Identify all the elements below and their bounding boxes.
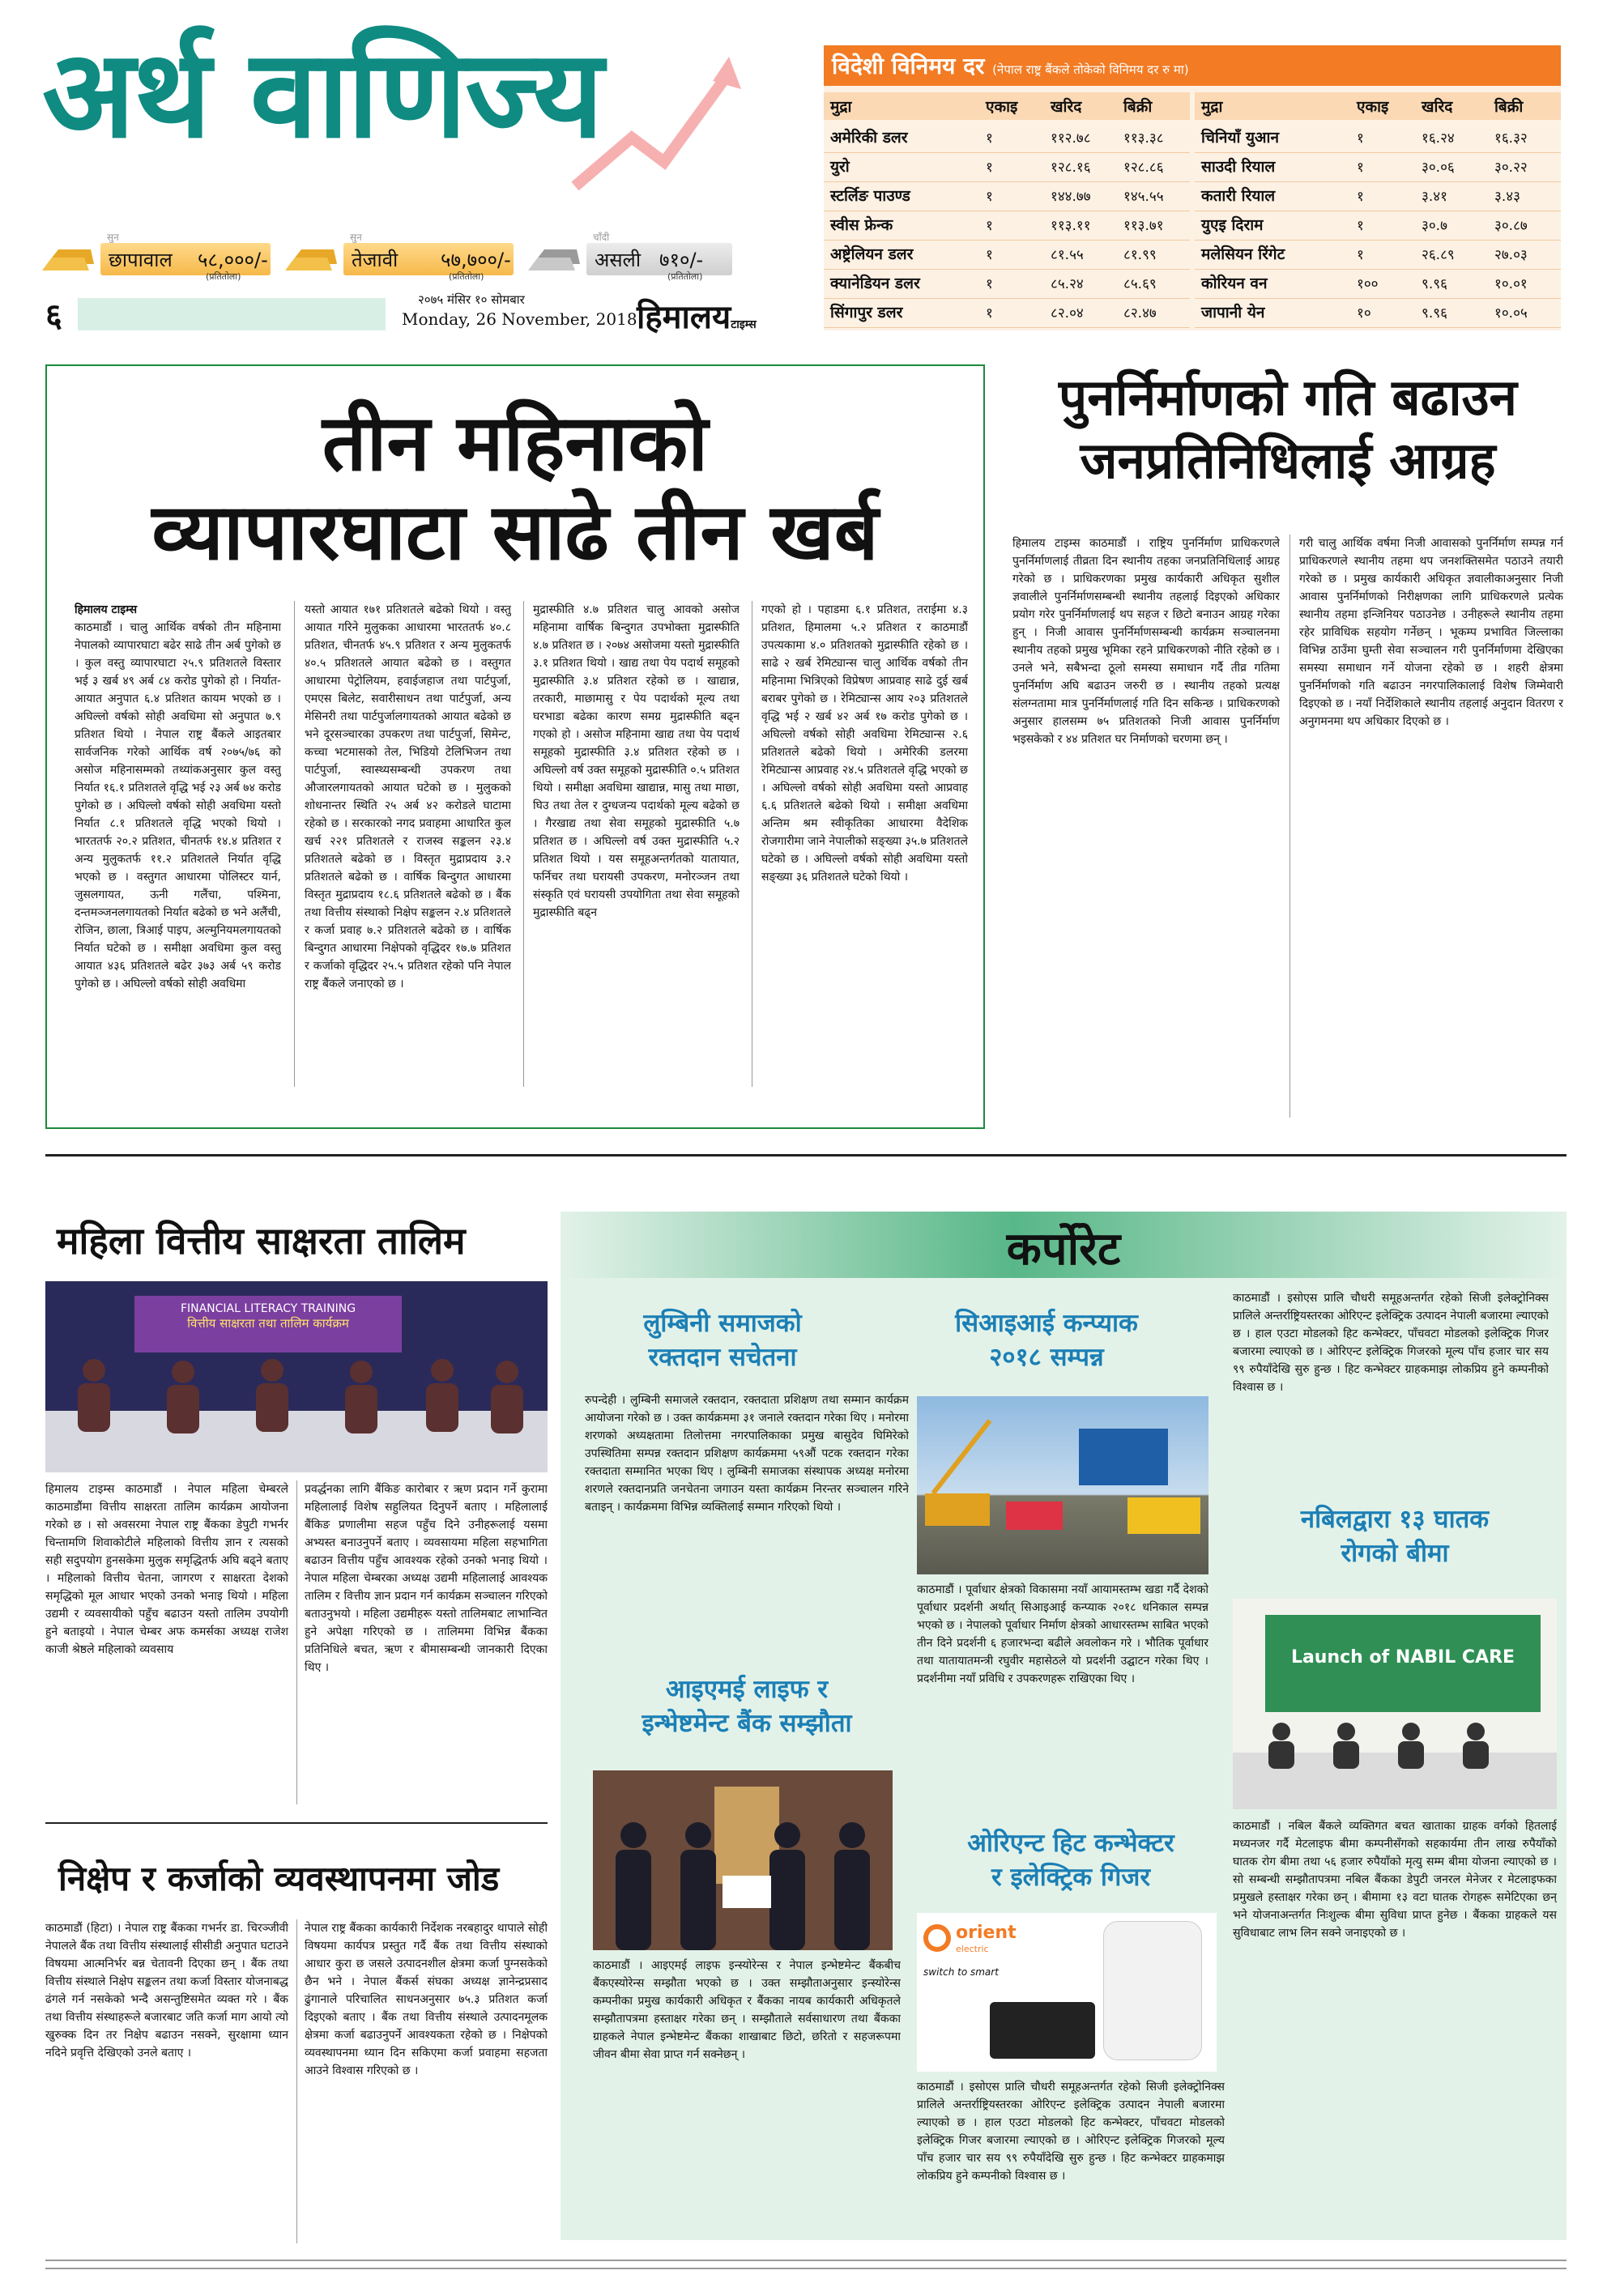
forex-row [824,211,1190,241]
cii-headline-line2: २०१८ सम्पन्न [989,1342,1104,1372]
banner-text-line1: FINANCIAL LITERACY TRAINING [180,1302,356,1315]
ime-signing-photo [593,1770,893,1950]
forex-row [1195,269,1561,299]
forex-row [824,240,1190,270]
dateline-band [45,292,758,336]
newspaper-name-suffix: टाइम्स [731,318,757,331]
currency-unit: १ [1357,218,1364,234]
forex-column-header [1195,92,1561,120]
currency-name: क्यानेडियन डलर [830,275,920,292]
currency-unit: १ [1357,160,1364,176]
price-label: सुन [107,232,119,243]
deposit-col-2: नेपाल राष्ट्र बैंकका कार्यकारी निर्देशक नरबहादुर थापाले सोही विषयमा कार्यपत्र प्रस्तुत गर्दै बैंक तथा वित्तीय संस्थाको आधार कुरा छ जसले उत्पादनशील क्षेत्रमा कर्जा पुग्नसकेको छैन भने । नेपाल बैंकर्स संघका अध्यक्ष ज्ञानेन्द्रप्रसाद ढुंगानाले परिचालित साधनअनुसार ७५.३ प्रतिशत कर्जा दिइएको बताए । बैंक तथा वित्तीय संस्थाले उत्पादनमूलक क्षेत्रमा कर्जा बढाउनुपर्ने आवश्यकता रहेको छ । निक्षेपको व्यवस्थापनमा ध्यान दिन सकिएमा कर्जा प्रवाहमा सहजता आउने विश्वास गरिएको छ । [305,1922,548,2077]
reconstruction-headline-line2: जनप्रतिनिधिलाई आग्रह [1080,430,1496,490]
price-label: सुन [350,232,362,243]
lead-byline: हिमालय टाइम्स [75,603,138,616]
column-rule [296,1919,297,2243]
currency-name: स्वीस फ्रेन्क [830,216,893,234]
lead-story [45,364,985,1129]
currency-name: मलेसियन रिंगेट [1201,245,1285,263]
women-training-col-1: हिमालय टाइम्स काठमाडौं । नेपाल महिला चेम्बरले काठमाडौंमा वित्तीय साक्षरता तालिम कार्यक्रम आयोजना गरेको छ । सो अवसरमा नेपाल राष्ट्र बैंकका डेपुटी गभर्नर चिन्तामणि शिवाकोटीले महिलाको वित्तीय ज्ञान र त्यसको सही सदुपयोग हुनसकेमा मुलुक समृद्धितर्फ अघि बढ्ने बताए । महिलाको वित्तीय चेतना, जागरण र साक्षरता देशको समृद्धिको मूल आधार भएको उनको भनाइ थियो । महिला उद्यमी र व्यवसायीको पहुँच बढाउन यस्तो तालिम उपयोगी हुने बताइयो । नेपाल चेम्बर अफ कमर्सका अध्यक्ष राजेश काजी श्रेष्ठले महिलाको व्यवसाय [45,1483,288,1656]
price-note: (प्रतितोला) [206,271,241,282]
column-rule [523,601,524,1087]
reconstruction-col-1: हिमालय टाइम्स काठमाडौं । राष्ट्रिय पुनर्निर्माण प्राधिकरणले पुनर्निर्माणलाई तीव्रता दिन स्थानीय तहका जनप्रतिनिधिलाई आग्रह गरेको छ । प्राधिकरणका प्रमुख कार्यकारी अधिकृत सुशील ज्ञवालीले पुनर्निर्माणसम्बन्धी स्थानीय तहलाई दिइएको अधिकार प्रयोग गरेर पुनर्निर्माणलाई थप सहज र छिटो बनाउन आग्रह गरेका हुन् । निजी आवास पुनर्निर्माणसम्बन्धी कार्यक्रम सञ्चालनमा स्थानीय तहको प्रमुख भूमिका रहने प्राधिकरणको नीति रहेको छ । उनले भने, सबैभन्दा ठूलो समस्या समाधान गर्दै तीव्र गतिमा पुनर्निर्माण अघि बढाउन जरुरी छ । स्थानीय तहको प्रत्यक्ष संलग्नतामा मात्र पुनर्निर्माणलाई गति दिन सकिन्छ । प्राधिकरणको अनुसार हालसम्म ७५ प्रतिशतको निजी आवास पुनर्निर्माण भइसकेको र ४४ प्रतिशत घर निर्माणको चरणमा छन् । [1012,537,1280,746]
orient-headline [917,1827,1225,1895]
lumbini-headline [601,1307,844,1375]
price-value: ७१०/- [659,249,704,271]
lumbini-headline-line2: रक्तदान सचेतना [648,1342,797,1372]
geyser-icon [1103,1921,1202,2060]
orient-headline-line1: ओरिएन्ट हिट कन्भेक्टर [967,1829,1174,1858]
buy-rate: ८१.५५ [1051,247,1084,263]
nabil-event-photo [1233,1599,1557,1809]
sell-rate: ३०.८७ [1494,218,1528,234]
buy-rate: ३०.७ [1422,218,1447,234]
forex-row [1195,152,1561,182]
price-box [343,243,514,282]
ime-headline-line1: आइएमई लाइफ र [665,1675,829,1704]
buy-rate: ८५.२४ [1051,276,1084,292]
ime-headline [593,1673,901,1741]
price-box [586,243,732,282]
orient-product-photo [917,1913,1217,2072]
sell-rate: ३०.२२ [1494,160,1528,176]
people-silhouettes-icon [1257,1720,1532,1769]
price-value: ५८,०००/- [198,249,268,271]
people-silhouettes-icon [593,1770,893,1950]
lumbini-headline-line1: लुम्बिनी समाजको [643,1309,802,1338]
price-label: चाँदी [593,232,610,243]
sell-rate: ८२.४७ [1123,305,1157,322]
orient-text: काठमाडौं । इसोएस प्रालि चौधरी समूहअन्तर्गत रहेको सिजी इलेक्ट्रोनिक्स प्रालिले अन्तर्राष्ट्रियस्तरका ओरिएन्ट इलेक्ट्रिक उत्पादन नेपाली बजारमा ल्याएको छ । हाल एउटा मोडलको हिट कन्भेक्टर, पाँचवटा मोडलको इलेक्ट्रिक गिजर बजारमा ल्याएको छ । ओरिएन्ट इलेक्ट्रिक गिजरको मूल्य पाँच हजार चार सय ९९ रुपैयाँदेखि सुरु हुन्छ । हिट कन्भेक्टर ग्राहकमाझ लोकप्रिय हुने कम्पनीको विश्वास छ । [917,2081,1225,2183]
forex-row [1195,123,1561,153]
currency-unit: १ [1357,247,1364,263]
women-training-headline: महिला वित्तीय साक्षरता तालिम [57,1219,466,1263]
buy-rate: ८२.०४ [1051,305,1084,322]
currency-name: स्टर्लिङ पाउण्ड [830,187,910,205]
cii-headline-line1: सिआइआई कन्प्याक [955,1309,1138,1338]
lead-headline-line1: तीन महिनाको [322,398,709,488]
buy-rate: ९.९६ [1422,276,1447,292]
forex-header-cell: एकाइ [1357,98,1389,116]
forex-header-cell: एकाइ [986,98,1018,116]
newspaper-name-main: हिमालय [637,299,731,336]
forex-row [824,269,1190,299]
sell-rate: ११३.३८ [1123,130,1164,147]
forex-column-header [824,92,1190,120]
buy-rate: १२८.१६ [1051,160,1091,176]
currency-unit: १ [986,160,993,176]
growth-arrow-icon [567,49,745,202]
forex-row [824,152,1190,182]
deposit-col-1: काठमाडौं (हिटा) । नेपाल राष्ट्र बैंकका गभर्नर डा. चिरञ्जीवी नेपालले बैंक तथा वित्तीय संस्थालाई सीसीडी अनुपात घटाउने विषयमा आत्मनिर्भर बन्न चेतावनी दिएका छन् । बैंक तथा वित्तीय संस्थाले निक्षेप सङ्कलन तथा कर्जा विस्तार योजनाबद्ध ढंगले गर्न नसकेको भन्दै असन्तुष्टिसमेत व्यक्त गरे । बैंक तथा वित्तीय संस्थाहरूले बजारबाट जति कर्जा माग आयो त्यो खुरुक्क दिन तर निक्षेप बढाउन नसक्ने, सुरक्षामा ध्यान नदिने प्रवृत्ति देखिएको उनले बताए । [45,1922,288,2060]
people-silhouettes-icon [62,1354,531,1435]
currency-name: युएइ दिराम [1201,216,1264,234]
forex-row [1195,181,1561,211]
buy-rate: ३०.०६ [1422,160,1455,176]
orient-headline-line2: र इलेक्ट्रिक गिजर [991,1862,1151,1892]
currency-unit: १०० [1357,276,1379,292]
reconstruction-col-2: गरी चालु आर्थिक वर्षमा निजी आवासको पुनर्निर्माण सम्पन्न गर्न प्राधिकरणले स्थानीय तहमा थप जनशक्तिसमेत पठाउने तयारी गरेको छ । प्रमुख कार्यकारी अधिकृत ज्ञवालीकाअनुसार निजी आवास पुनर्निर्माणको निरीक्षणका लागि प्राधिकरणले प्रत्येक स्थानीय तहमा इन्जिनियर पठाउनेछ । उनीहरूले स्थानीय तहमा रहेर प्राविधिक सहयोग गर्नेछन् । भूकम्प प्रभावित जिल्लाका विभिन्न ठाउँमा घुम्ती सेवा सञ्चालन गरी पुनर्निर्माणमा देखिएका समस्या समाधान गर्ने योजना रहेको छ । शहरी क्षेत्रमा पुनर्निर्माणको गति बढाउन नगरपालिकालाई विशेष जिम्मेवारी दिइएको छ । नयाँ निर्देशिकाले स्थानीय तहलाई अनुदान वितरण र अनुगमनमा थप अधिकार दिएको छ । [1299,537,1563,728]
currency-name: जापानी येन [1201,304,1265,322]
reconstruction-headline [1012,366,1563,492]
nabil-headline-line2: रोगको बीमा [1341,1538,1449,1568]
ime-headline-line2: इन्भेष्टमेन्ट बैंक सम्झौता [642,1708,852,1738]
currency-unit: १ [986,276,993,292]
buy-rate: २६.८९ [1422,247,1455,263]
reconstruction-headline-line1: पुनर्निर्माणको गति बढाउन [1059,368,1517,427]
sell-rate: २७.०३ [1494,247,1528,263]
forex-header-cell: मुद्रा [1201,98,1223,116]
price-name: छापावाल [109,249,173,271]
currency-unit: १० [1357,305,1371,322]
currency-name: सिंगापुर डलर [830,304,903,322]
section-divider [45,1822,548,1824]
forex-row [1195,240,1561,270]
buy-rate: १६.२४ [1422,130,1455,147]
currency-name: कतारी रियाल [1201,187,1276,205]
sell-rate: ११३.७१ [1123,218,1164,234]
gold-bar-icon [42,240,97,272]
currency-name: कोरियन वन [1201,275,1268,292]
lead-col-4: गएको हो । पहाडमा ६.१ प्रतिशत, तराईमा ४.३ प्रतिशत, हिमालमा ५.२ प्रतिशत र काठमाडौं उपत्यकामा ४.० प्रतिशतको मुद्रास्फीति रहेको छ । साढे २ खर्ब रेमिट्यान्स चालु आर्थिक वर्षको तीन महिनामा भित्रिएको विप्रेषण आप्रवाह साढे दुई खर्ब बराबर पुगेको छ । रेमिट्यान्स आय २०३ प्रतिशतले वृद्धि भई २ खर्ब ४२ अर्ब १७ करोड पुगेको छ । अघिल्लो वर्षको सोही अवधिमा रेमिट्यान्स २.६ प्रतिशतले बढेको थियो । अमेरिकी डलरमा रेमिट्यान्स आप्रवाह २४.५ प्रतिशतले वृद्धि भएको छ । अघिल्लो वर्षको सोही अवधिमा यस्तो आप्रवाह ६.६ प्रतिशतले बढेको थियो । समीक्षा अवधिमा अन्तिम श्रम स्वीकृतिका आधारमा वैदेशिक रोजगारीमा जाने नेपालीको सङ्ख्या ३५.७ प्रतिशतले घटेको छ । अघिल्लो वर्षको सोही अवधिमा यस्तो सङ्ख्या ३६ प्रतिशतले घटेको थियो । [761,603,968,884]
sell-rate: ८१.९९ [1123,247,1157,263]
orient-intro-text: काठमाडौं । इसोएस प्रालि चौधरी समूहअन्तर्गत रहेको सिजी इलेक्ट्रोनिक्स प्रालिले अन्तर्राष्ट्रियस्तरका ओरिएन्ट इलेक्ट्रिक उत्पादन नेपाली बजारमा ल्याएको छ । हाल एउटा मोडलको हिट कन्भेक्टर, पाँचवटा मोडलको इलेक्ट्रिक गिजर बजारमा ल्याएको छ । ओरिएन्ट इलेक्ट्रिक गिजरको मूल्य पाँच हजार चार सय ९९ रुपैयाँदेखि सुरु हुन्छ । हिट कन्भेक्टर ग्राहकमाझ लोकप्रिय हुने कम्पनीको विश्वास छ । [1233,1292,1549,1394]
cii-headline [925,1307,1168,1375]
nabil-text: काठमाडौं । नबिल बैंकले व्यक्तिगत बचत खाताका ग्राहक वर्गको हितलाई मध्यनजर गर्दै मेटलाइफ बीमा कम्पनीसँगको सहकार्यमा तीन लाख रुपैयाँको घातक रोग बीमा तथा ५६ हजार रुपैयाँको मृत्यु सम्म बीमा योजना ल्याएको छ । सो सम्बन्धी सम्झौतापत्रमा नबिल बैंकका डेपुटी जनरल मेनेजर र मेटलाइफका प्रमुखले हस्ताक्षर गरेका छन् । बीमामा १३ वटा घातक रोगहरू समेटिएका छन् भने योजनाअन्तर्गत निःशुल्क बीमा सुविधा प्राप्त हुनेछ । बैंकका ग्राहकले यस सुविधाबाट लाभ लिन सक्ने जनाइएको छ । [1233,1820,1557,1940]
banner-text-line2: वित्तीय साक्षरता तथा तालिम कार्यक्रम [187,1316,349,1331]
section-divider [45,1154,1567,1157]
orient-tagline: switch to smart [923,1966,999,1978]
nabil-headline [1257,1503,1532,1571]
lead-headline-line2: व्यापारघाटा साढे तीन खर्ब [151,487,879,578]
currency-unit: १ [986,305,993,322]
forex-row [1195,211,1561,241]
nabil-banner [1265,1615,1541,1712]
page-footer-rule [45,2260,1567,2269]
lead-col-2: यस्तो आयात १७१ प्रतिशतले बढेको थियो । वस्तु आयात गरिने मुलुकका आधारमा भारततर्फ ४०.८ प्रतिशत, चीनतर्फ ४५.९ प्रतिशत र अन्य मुलुकतर्फ ४०.५ प्रतिशतले आयात बढेको छ । वस्तुगत आधारमा पेट्रोलियम, हवाईजहाज तथा पार्टपुर्जा, एमएस बिलेट, सवारीसाधन तथा पार्टपुर्जा, अन्य मेसिनरी तथा पार्टपुर्जालगायतको आयात बढेको छ भने दूरसञ्चारका उपकरण तथा पार्टपुर्जा, सिमेन्ट, कच्चा भटमासको तेल, भिडियो टेलिभिजन तथा पार्टपुर्जा, स्वास्थ्यसम्बन्धी उपकरण तथा औजारलगायतको आयात घटेको छ । मुलुकको शोधनान्तर स्थिति २५ अर्ब ४२ करोडले घाटामा रहेको छ । सरकारको नगद प्रवाहमा आधारित कुल खर्च २२१ प्रतिशतले र राजस्व सङ्कलन २३.४ प्रतिशतले बढेको छ । विस्तृत मुद्राप्रदाय ३.२ प्रतिशतले बढेको छ । वार्षिक बिन्दुगत आधारमा विस्तृत मुद्राप्रदाय १८.६ प्रतिशतले बढेको छ । बैंक तथा वित्तीय संस्थाको निक्षेप सङ्कलन २.४ प्रतिशतले र कर्जा प्रवाह ७.२ प्रतिशतले बढेको छ । वार्षिक बिन्दुगत आधारमा निक्षेपको वृद्धिदर १७.७ प्रतिशत र कर्जाको वृद्धिदर २५.५ प्रतिशत रहेको पनि नेपाल राष्ट्र बैंकले जनाएको छ । [305,603,511,990]
price-note: (प्रतितोला) [667,271,703,282]
column-rule [1289,535,1290,1118]
currency-name: साउदी रियाल [1201,158,1276,176]
buy-rate: ९.९६ [1422,305,1447,322]
buy-rate: ११३.११ [1051,218,1091,234]
price-name: तेजावी [352,249,399,271]
corporate-section [561,1212,1567,2240]
orient-brand: orient [956,1923,1017,1943]
nabil-headline-line1: नबिलद्वारा १३ घातक [1300,1505,1490,1534]
date-nepali: २०७५ मंसिर १० सोमबार [418,292,525,307]
newspaper-name [637,293,757,338]
sell-rate: १४५.५५ [1123,189,1164,205]
currency-unit: १ [1357,189,1364,205]
currency-name: अमेरिकी डलर [830,129,908,147]
page-number: ६ [45,297,62,334]
photo-banner [134,1296,402,1352]
forex-header-cell: बिक्री [1494,98,1524,116]
forex-row [1195,298,1561,328]
date-english: Monday, 26 November, 2018 [402,309,637,329]
gold-bar-icon [285,240,340,272]
cii-text: काठमाडौं । पूर्वाधार क्षेत्रको विकासमा नयाँ आयामस्तम्भ खडा गर्दै देशको पूर्वाधार प्रदर्शनी अर्थात् सिआइआई कन्प्याक २०१८ धनिकाल सम्पन्न भएको छ । नेपालको पूर्वाधार निर्माण क्षेत्रको आधारस्तम्भ साबित भएको तीन दिने प्रदर्शनी ६ हजारभन्दा बढीले अवलोकन गरे । भौतिक पूर्वाधार तथा यातायातमन्त्री रघुवीर महासेठले यो प्रदर्शनी उद्घाटन गरेका थिए । प्रदर्शनीमा नयाँ प्रविधि र उपकरणहरू राखिएका थिए । [917,1583,1208,1685]
forex-row [824,123,1190,153]
forex-header [824,45,1561,86]
currency-unit: १ [986,189,993,205]
heater-icon [990,2002,1095,2059]
currency-unit: १ [986,247,993,263]
lead-col-1 [75,601,281,1087]
currency-name: चिनियाँ युआन [1201,129,1279,147]
silver-bar-icon [528,240,583,272]
lead-headline [47,398,983,577]
corporate-band [561,1212,1567,1278]
buy-rate: ३.४१ [1422,189,1447,205]
women-training-col-2: प्रवर्द्धनका लागि बैंकिङ कारोबार र ऋण प्रदान गर्ने कुरामा महिलालाई विशेष सहुलियत दिनुपर्ने बताए । महिलालाई बैंकिङ प्रणालीमा सहज पहुँच दिने उनीहरूलाई यसमा अभ्यस्त बनाउनुपर्ने बताए । व्यवसायमा महिला सहभागिता बढाउन वित्तीय पहुँच आवश्यक रहेको उनको भनाइ थियो । नेपाल महिला चेम्बरका अध्यक्ष उद्यमी महिलालाई आवश्यक तालिम र वित्तीय ज्ञान प्रदान गर्न कार्यक्रम सञ्चालन गरिएको बताउनुभयो । महिला उद्यमीहरू यस्तो तालिमबाट लाभान्वित हुने अपेक्षा गरिएको छ । तालिममा विभिन्न बैंकका प्रतिनिधिले बचत, ऋण र बीमासम्बन्धी जानकारी दिएका थिए । [305,1483,548,1674]
deposit-headline: निक्षेप र कर्जाको व्यवस्थापनमा जोड [58,1859,500,1898]
buy-rate: १४४.७७ [1051,189,1091,205]
sell-rate: १६.३२ [1494,130,1528,147]
dateline-bar [78,298,386,330]
forex-header-cell: मुद्रा [830,98,852,116]
forex-title-text: विदेशी विनिमय दर [832,53,985,79]
lead-col1-text: काठमाडौं । चालु आर्थिक वर्षको तीन महिनामा नेपालको व्यापारघाटा बढेर साढे तीन अर्ब पुगेको छ । कुल वस्तु व्यापारघाटा २५.९ प्रतिशतले विस्तार भई ३ खर्ब ४९ अर्ब ८४ करोड पुगेको हो । निर्यात-आयात अनुपात ६.४ प्रतिशत कायम भएको छ । अघिल्लो वर्षको सोही अवधिमा सो अनुपात ७.९ प्रतिशत थियो । नेपाल राष्ट्र बैंकले आइतबार सार्वजनिक गरेको आर्थिक वर्ष २०७५/७६ को असोज महिनासम्मको तथ्यांकअनुसार कुल वस्तु निर्यात १६.१ प्रतिशतले वृद्धि भई २३ अर्ब ७४ करोड पुगेको छ । अघिल्लो वर्षको सोही अवधिमा यस्तो निर्यात ८.१ प्रतिशतले वृद्धि भएको थियो । भारततर्फ २०.२ प्रतिशत, चीनतर्फ १४.४ प्रतिशत र अन्य मुलुकतर्फ ११.२ प्रतिशतले निर्यात वृद्धि भएको छ । वस्तुगत आधारमा पोलिस्टर यार्न, जुसलगायत, ऊनी गलैंचा, पश्मिना, दन्तमञ्जनलगायतको निर्यात बढेको छ भने अलैंची, रोजिन, छाला, त्रिआई पाइप, अल्मुनियमलगायतको निर्यात घटेको छ । समीक्षा अवधिमा कुल वस्तु आयात ४३६ प्रतिशतले बढेर ३७३ अर्ब ५९ करोड पुगेको छ । अघिल्लो वर्षको सोही अवधिमा [75,621,281,990]
sell-rate: ३.४३ [1494,189,1520,205]
sell-rate: ८५.६९ [1123,276,1157,292]
ime-text: काठमाडौं । आइएमई लाइफ इन्स्योरेन्स र नेपाल इन्भेष्टमेन्ट बैंकबीच बैंकएस्योरेन्स सम्झौता भएको छ । उक्त सम्झौताअनुसार इन्स्योरेन्स कम्पनीका प्रमुख कार्यकारी अधिकृत र बैंकका नायब कार्यकारी अधिकृतले सम्झौतापत्रमा हस्ताक्षर गरेका छन् । सम्झौताले सर्वसाधारण तथा बैंकका ग्राहकले नेपाल इन्भेष्टमेन्ट बैंकका शाखाबाट छिटो, छरितो र सहजरूपमा जीवन बीमा सेवा प्राप्त गर्न सक्नेछन् । [593,1959,901,2061]
orient-logo-icon [923,1924,951,1952]
machinery-icon [917,1396,1208,1574]
nabil-banner-text: Launch of NABIL CARE [1290,1647,1515,1668]
forex-header-cell: बिक्री [1123,98,1153,116]
currency-unit: १ [986,130,993,147]
forex-header-cell: खरिद [1051,98,1082,116]
column-rule [294,601,295,1087]
forex-header-cell: खरिद [1422,98,1453,116]
metal-prices [42,228,755,285]
masthead-title: अर्थ वाणिज्य [42,24,603,165]
sell-rate: १०.०१ [1494,276,1528,292]
sell-rate: १२८.८६ [1123,160,1164,176]
forex-title [832,50,1189,81]
lead-col-3: मुद्रास्फीति ४.७ प्रतिशत चालु आवको असोज महिनामा वार्षिक बिन्दुगत उपभोक्ता मुद्रास्फीति ४.७ प्रतिशत छ । २०७४ असोजमा यस्तो मुद्रास्फीति ३.१ प्रतिशत थियो । खाद्य तथा पेय पदार्थ समूहको मुद्रास्फीति ३.४ प्रतिशत रहेको छ । खाद्यान्न, तरकारी, माछामासु र पेय पदार्थको मूल्य तथा घरभाडा बढेका कारण समग्र मुद्रास्फीति बढ्न गएको हो । असोज महिनामा खाद्य तथा पेय पदार्थ समूहको मुद्रास्फीति ३.४ प्रतिशत रहेको छ । अघिल्लो वर्ष उक्त समूहको मुद्रास्फीति ०.५ प्रतिशत थियो । समीक्षा अवधिमा खाद्यान्न, मासु तथा माछा, घिउ तथा तेल र दुग्धजन्य पदार्थको मूल्य बढेको छ । गैरखाद्य तथा सेवा समूहको मुद्रास्फीति ५.७ प्रतिशत छ । अघिल्लो वर्ष उक्त मुद्रास्फीति ५.२ प्रतिशत थियो । यस समूहअन्तर्गतको यातायात, फर्निचर तथा घरायसी उपकरण, मनोरञ्जन तथा संस्कृति एवं घरायसी उपयोगिता तथा सेवा समूहको मुद्रास्फीति बढ्न [533,603,740,919]
forex-row [824,298,1190,328]
lumbini-text: रुपन्देही । लुम्बिनी समाजले रक्तदान, रक्तदाता प्रशिक्षण तथा सम्मान कार्यक्रम आयोजना गरेको छ । उक्त कार्यक्रममा ३१ जनाले रक्तदान गरेका थिए । मनोरमा शरणको अध्यक्षतामा तिलोत्तमा नगरपालिकाका प्रमुख बासुदेव घिमिरेको उपस्थितिमा सम्पन्न रक्तदान प्रशिक्षण कार्यक्रममा ५९औं पटक रक्तदान गरेका रक्तदाता सम्मानित भएका थिए । लुम्बिनी समाजका संस्थापक अध्यक्ष मनोरमा शरणले रक्तदानप्रति जनचेतना जगाउन यस्ता कार्यक्रम निरन्तर सञ्चालन गरिने बताइन् । कार्यक्रममा विभिन्न व्यक्तिलाई सम्मान गरिएको थियो । [585,1394,909,1514]
sell-rate: १०.०५ [1494,305,1528,322]
corporate-title: कर्पोरेट [1006,1223,1121,1276]
currency-unit: १ [1357,130,1364,147]
currency-unit: १ [986,218,993,234]
forex-subtitle: (नेपाल राष्ट्र बैंकले तोकेको विनिमय दर रु मा) [992,62,1189,77]
price-box [100,243,271,282]
women-training-photo [45,1281,548,1472]
price-note: (प्रतितोला) [449,271,484,282]
orient-brand-sub: electric [956,1944,989,1954]
currency-name: अष्ट्रेलियन डलर [830,245,914,263]
forex-row [824,181,1190,211]
currency-name: युरो [830,158,850,176]
price-name: असली [595,249,642,271]
buy-rate: ११२.७८ [1051,130,1091,147]
cii-expo-photo [917,1396,1208,1574]
column-rule [296,1480,297,1804]
forex-table [824,45,1561,330]
price-value: ५७,७००/- [441,249,511,271]
